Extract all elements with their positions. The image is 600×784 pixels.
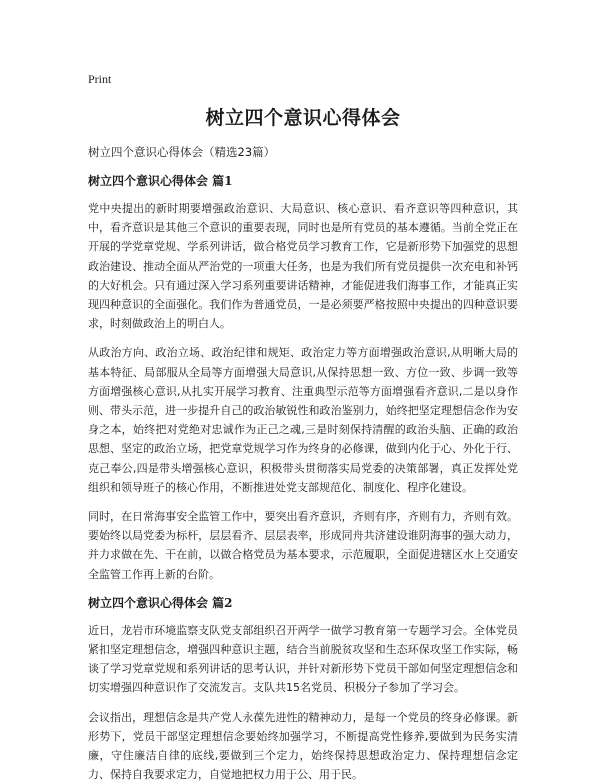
page-title: 树立四个意识心得体会 [205,107,401,129]
paragraph: 会议指出，理想信念是共产党人永葆先进性的精神动力，是每一个党员的终身必修课。新形势下，党员干部坚定理想信念要始终加强学习，不断提高党性修养,要做到为民务实清廉，守住廉洁自律的底线,要做到三个定力，始终保持思想政治定力、保持理想信念定力、保持自我要求定力，自觉地把权力用于公、用于民。 [88,710,518,782]
paragraph: 从政治方向、政治立场、政治纪律和规矩、政治定力等方面增强政治意识,从明晰大局的基本特征、局部服从全局等方面增强大局意识,从保持思想一致、方位一致、步调一致等方面增强核心意识,从扎实开展学习教育、注重典型示范等方面增强看齐意识,二是以身作则、带头示范，进一步提升自己的政治敏锐性和政治鉴别力，始终把坚定理想信念作为安身之本，始终把对党绝对忠诚作为正己之魂,三是时刻保持清醒的政治头脑、正确的政治思想、坚定的政治立场，把党章党规学习作为终身的必修课，做到内化于心、外化于行、克己奉公,四是带头增强核心意识，积极带头贯彻落实局党委的决策部署，真正发挥处党组织和领导班子的核心作用，不断推进处党支部规范化、制度化、程序化建设。 [88,346,518,494]
section-heading: 树立四个意识心得体会 篇1 [88,174,233,188]
document-subtitle: 树立四个意识心得体会（精选23篇） [88,145,276,159]
paragraph: 党中央提出的新时期要增强政治意识、大局意识、核心意识、看齐意识等四种意识，其中，看齐意识是其他三个意识的重要表现，同时也是所有党员的基本遵循。当前全党正在开展的学党章党规、学系列讲话，做合格党员学习教育工作，它是新形势下加强党的思想政治建设、推动全面从严治党的一项重大任务，也是为我们所有党员提供一次充电和补钙的大好机会。只有通过深入学习系列重要讲话精神，才能促进我们海事工作，才能真正实现四种意识的全面强化。我们作为普通党员，一是必须要严格按照中央提出的四种意识要求，时刻做政治上的明白人。 [88,202,518,331]
paragraph: 近日，龙岩市环境监察支队党支部组织召开两学一做学习教育第一专题学习会。全体党员紧扣坚定理想信念，增强四种意识主题，结合当前脱贫攻坚和生态环保攻坚工作实际，畅谈了学习党章党规和系列讲话的思考认识，并针对新形势下党员干部如何坚定理想信念和切实增强四种意识作了交流发言。支队共15名党员、积极分子参加了学习会。 [88,623,518,695]
paragraph: 同时，在日常海事安全监管工作中，要突出看齐意识，齐则有序，齐则有力，齐则有效。要始终以局党委为标杆，层层看齐、层层表率，形成同舟共济建设谁阴海事的强大动力，并力求做在先、干在前，以做合格党员为基本要求，示范履职，全面促进辖区水上交通安全监管工作再上新的台阶。 [88,510,518,581]
section-2 [88,594,518,784]
section-1 [88,172,518,584]
print-link[interactable]: Print [88,72,112,86]
section-heading: 树立四个意识心得体会 篇2 [88,595,233,610]
